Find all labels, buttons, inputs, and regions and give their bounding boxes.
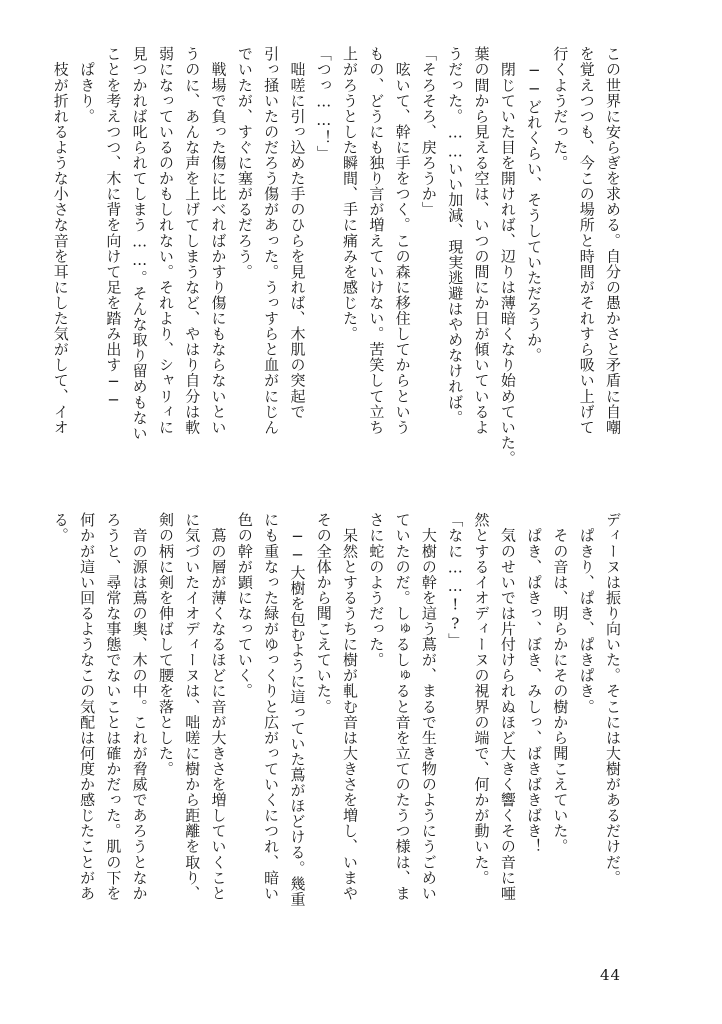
text-line: ──どれくらい、そうしていただろうか。 [525,46,544,363]
text-line: うのに、あんな声を上げてしまうなど、やはり自分は軟 [183,46,202,435]
text-line: にも重なった緑がゆっくりと広がっていくにつれ、暗い [262,512,281,901]
text-line: 引っ掻いたのだろう傷があった。うっすらと血がにじん [262,46,281,435]
text-line: 大樹の幹を這う蔦が、まるで生き物のようにうごめい [419,512,438,901]
text-line: 何かが這い回るようなこの気配は何度か感じたことがあ [78,512,97,901]
text-line: に気づいたイオディーヌは、咄嗟に樹から距離を取り、 [183,512,202,901]
text-line: さに蛇のようだった。 [367,512,386,668]
text-line: 閉じていた目を開ければ、辺りは薄暗くなり始めていた。 [498,46,517,466]
text-line: 葉の間から見える空は、いつの間にか日が傾いているよ [472,46,491,435]
text-line: る。 [51,512,70,544]
text-line: ろうと、尋常な事態でないことは確かだった。肌の下を [104,512,123,901]
text-line: でいたが、すぐに塞がるだろう。 [235,46,254,280]
text-line: 上がろうとした瞬間、手に痛みを感じた。 [341,46,360,342]
text-block-lower [51,512,626,932]
text-line: ていたのだ。しゅるしゅると音を立てのたうつ様は、ま [393,512,412,901]
text-line: この世界に安らぎを求める。自分の愚かさと矛盾に自嘲 [604,46,622,435]
text-line: 枝が折れるような小さな音を耳にした気がして、イオ [51,46,70,435]
text-line: 咄嗟に引っ込めた手のひらを見れば、木肌の突起で [288,46,307,420]
text-line: ディーヌは振り向いた。そこには大樹があるだけだ。 [604,512,622,886]
text-line: その音は、明らかにその樹から聞こえていた。 [551,512,570,855]
text-line: 「つっ……！」 [314,46,333,161]
page-number: 44 [600,966,622,984]
text-line: を覚えつつも、今この場所と時間がそれすら吸い上げて [577,46,596,435]
text-line: うだった。……いい加減、現実逃避はやめなければ。 [446,46,465,426]
text-line: 見つかれば叱られてしまう……。そんな取り留めもない [130,46,149,441]
text-line: ぱきり、ぱき、ぱきぱき。 [577,512,596,715]
text-line: 音の源は蔦の奥、木の中。これが脅威であろうとなか [130,512,149,901]
text-line: 剣の柄に剣を伸ばして腰を落とした。 [156,512,175,777]
text-line: 気のせいでは片付けられぬほど大きく響くその音に唖 [498,512,517,901]
text-line: ぱき、ぱきっ、ぼき、みしっ、ばきばきばき！ [525,512,544,855]
text-line: 呆然とするうちに樹が軋む音は大きさを増し、いまや [341,512,360,901]
text-line: 「そろそろ、戻ろうか」 [419,46,438,218]
text-line: ことを考えつつ、木に背を向けて足を踏み出す── [104,46,123,410]
text-line: その全体から聞こえていた。 [314,512,333,715]
text-line: 色の幹が顕になっていく。 [235,512,254,699]
text-line: 弱になっているのかもしれない。それより、シャリィに [156,46,175,435]
text-line: 蔦の層が薄くなるほどに音が大きさを増していくこと [209,512,228,901]
text-line: 行くようだった。 [551,46,570,171]
text-line: 然とするイオディーヌの視界の端で、何かが動いた。 [472,512,491,886]
text-line: 戦場で負った傷に比べればかすり傷にもならないとい [209,46,228,435]
text-line: ぱきり。 [78,46,97,124]
text-block-upper [51,46,626,466]
text-line: ──大樹を包むように這っていた蔦がほどける。幾重 [288,512,307,907]
text-line: もの、どうにも独り言が増えていけない。苦笑して立ち [367,46,386,435]
text-line: 「なに……!?」 [446,512,465,649]
text-line: 呟いて、幹に手をつく。この森に移住してからという [393,46,412,435]
